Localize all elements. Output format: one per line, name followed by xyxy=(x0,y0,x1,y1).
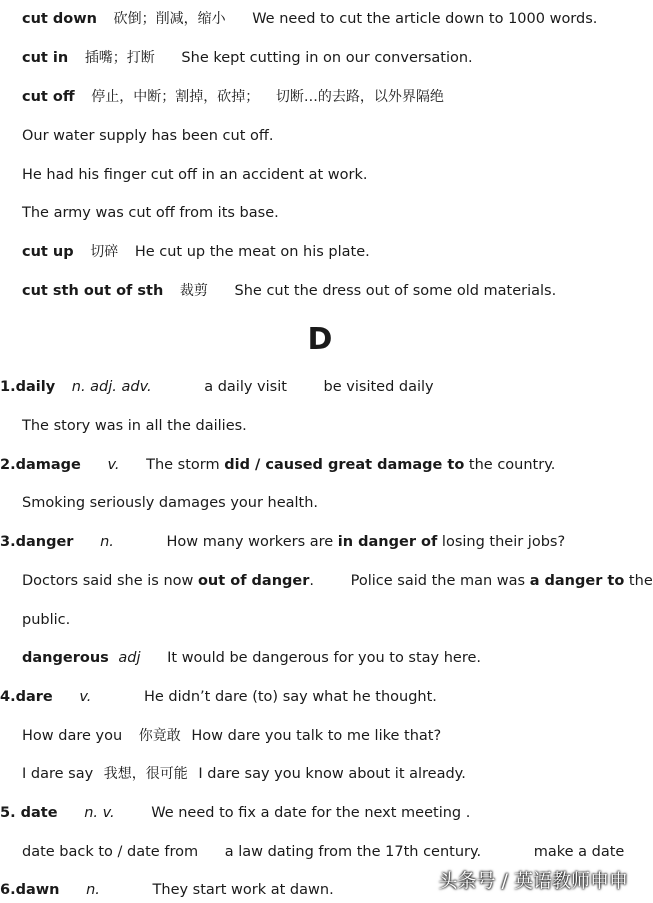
example: We need to cut the article down to 1000 words. xyxy=(252,11,598,27)
entry-cut-off xyxy=(22,87,444,107)
entry-damage xyxy=(0,455,555,475)
example-text: the country. xyxy=(464,457,556,473)
example: How dare you talk to me like that? xyxy=(191,728,442,744)
example-2: be visited daily xyxy=(323,379,434,395)
headword: 1.daily xyxy=(0,379,56,395)
chinese-gloss: 切碎 xyxy=(90,244,119,260)
part-of-speech: n. v. xyxy=(84,805,115,821)
example: She kept cutting in on our conversation. xyxy=(181,50,473,66)
phrase: date back to / date from xyxy=(22,844,199,860)
example-line-dare xyxy=(22,726,441,746)
entry-cut-down xyxy=(22,9,597,29)
example-text: Police said the man was xyxy=(350,573,530,589)
example: They start work at dawn. xyxy=(152,882,334,898)
example-line-date xyxy=(22,842,624,862)
headword: dangerous xyxy=(22,650,109,666)
example: He cut up the meat on his plate. xyxy=(134,244,370,260)
example-line: The story was in all the dailies. xyxy=(22,418,247,434)
example: a daily visit xyxy=(204,379,287,395)
example-line: Smoking seriously damages your health. xyxy=(22,495,319,511)
part-of-speech: adj xyxy=(118,650,141,666)
part-of-speech: n. xyxy=(86,882,100,898)
headword: 2.damage xyxy=(0,457,81,473)
example-2 xyxy=(351,571,653,591)
example: We need to fix a date for the next meeting . xyxy=(151,805,471,821)
example-text: the xyxy=(624,573,653,589)
example-text: Doctors said she is now xyxy=(22,573,198,589)
term: cut off xyxy=(22,89,75,105)
collocation: in danger of xyxy=(337,534,438,550)
example: It would be dangerous for you to stay here. xyxy=(167,650,482,666)
example xyxy=(22,571,314,591)
collocation: out of danger xyxy=(197,573,310,589)
example xyxy=(146,455,555,475)
chinese-gloss: 砍倒；削减，缩小 xyxy=(113,11,226,27)
watermark: 头条号 / 英语教师申申 xyxy=(438,870,628,892)
headword: 3.danger xyxy=(0,534,74,550)
chinese-gloss-2: 切断…的去路，以外界隔绝 xyxy=(275,89,444,105)
example: a law dating from the 17th century. xyxy=(224,844,482,860)
entry-daily xyxy=(0,377,434,397)
phrase-2: make a date xyxy=(533,844,625,860)
term: cut up xyxy=(22,244,74,260)
entry-date xyxy=(0,803,470,823)
example-text: losing their jobs? xyxy=(437,534,566,550)
example-line: He had his finger cut off in an accident at work. xyxy=(22,167,368,183)
example-text: . xyxy=(309,573,315,589)
example-line-danger xyxy=(22,571,653,591)
chinese-gloss: 插嘴；打断 xyxy=(84,50,155,66)
headword: 5. date xyxy=(0,805,58,821)
section-letter: D xyxy=(307,322,333,357)
example: I dare say you know about it already. xyxy=(198,766,466,782)
entry-cut-in xyxy=(22,48,473,68)
headword: 4.dare xyxy=(0,689,53,705)
phrase: How dare you xyxy=(22,728,123,744)
chinese-gloss: 停止，中断；割掉，砍掉； xyxy=(91,89,260,105)
part-of-speech: v. xyxy=(79,689,92,705)
example-line: Our water supply has been cut off. xyxy=(22,128,274,144)
entry-dare xyxy=(0,687,437,707)
chinese-gloss: 我想，很可能 xyxy=(103,766,188,782)
term: cut down xyxy=(22,11,97,27)
example: She cut the dress out of some old materials. xyxy=(234,283,557,299)
chinese-gloss: 你竟敢 xyxy=(138,728,181,744)
entry-dawn xyxy=(0,880,334,900)
example-line-dare-2 xyxy=(22,764,466,784)
entry-cut-out-of xyxy=(22,281,556,301)
collocation: a danger to xyxy=(529,573,625,589)
entry-danger xyxy=(0,532,565,552)
entry-dangerous xyxy=(22,648,481,668)
headword: 6.dawn xyxy=(0,882,60,898)
phrase: I dare say xyxy=(22,766,94,782)
entry-cut-up xyxy=(22,242,370,262)
part-of-speech: v. xyxy=(107,457,120,473)
part-of-speech: n. adj. adv. xyxy=(71,379,152,395)
example-text: How many workers are xyxy=(166,534,338,550)
chinese-gloss: 裁剪 xyxy=(179,283,208,299)
term: cut sth out of sth xyxy=(22,283,164,299)
example xyxy=(166,532,565,552)
example-line: The army was cut off from its base. xyxy=(22,205,279,221)
term: cut in xyxy=(22,50,69,66)
part-of-speech: n. xyxy=(100,534,114,550)
example-line: public. xyxy=(22,612,71,628)
collocation: did / caused great damage to xyxy=(224,457,465,473)
example-text: The storm xyxy=(146,457,225,473)
example: He didn’t dare (to) say what he thought. xyxy=(143,689,437,705)
